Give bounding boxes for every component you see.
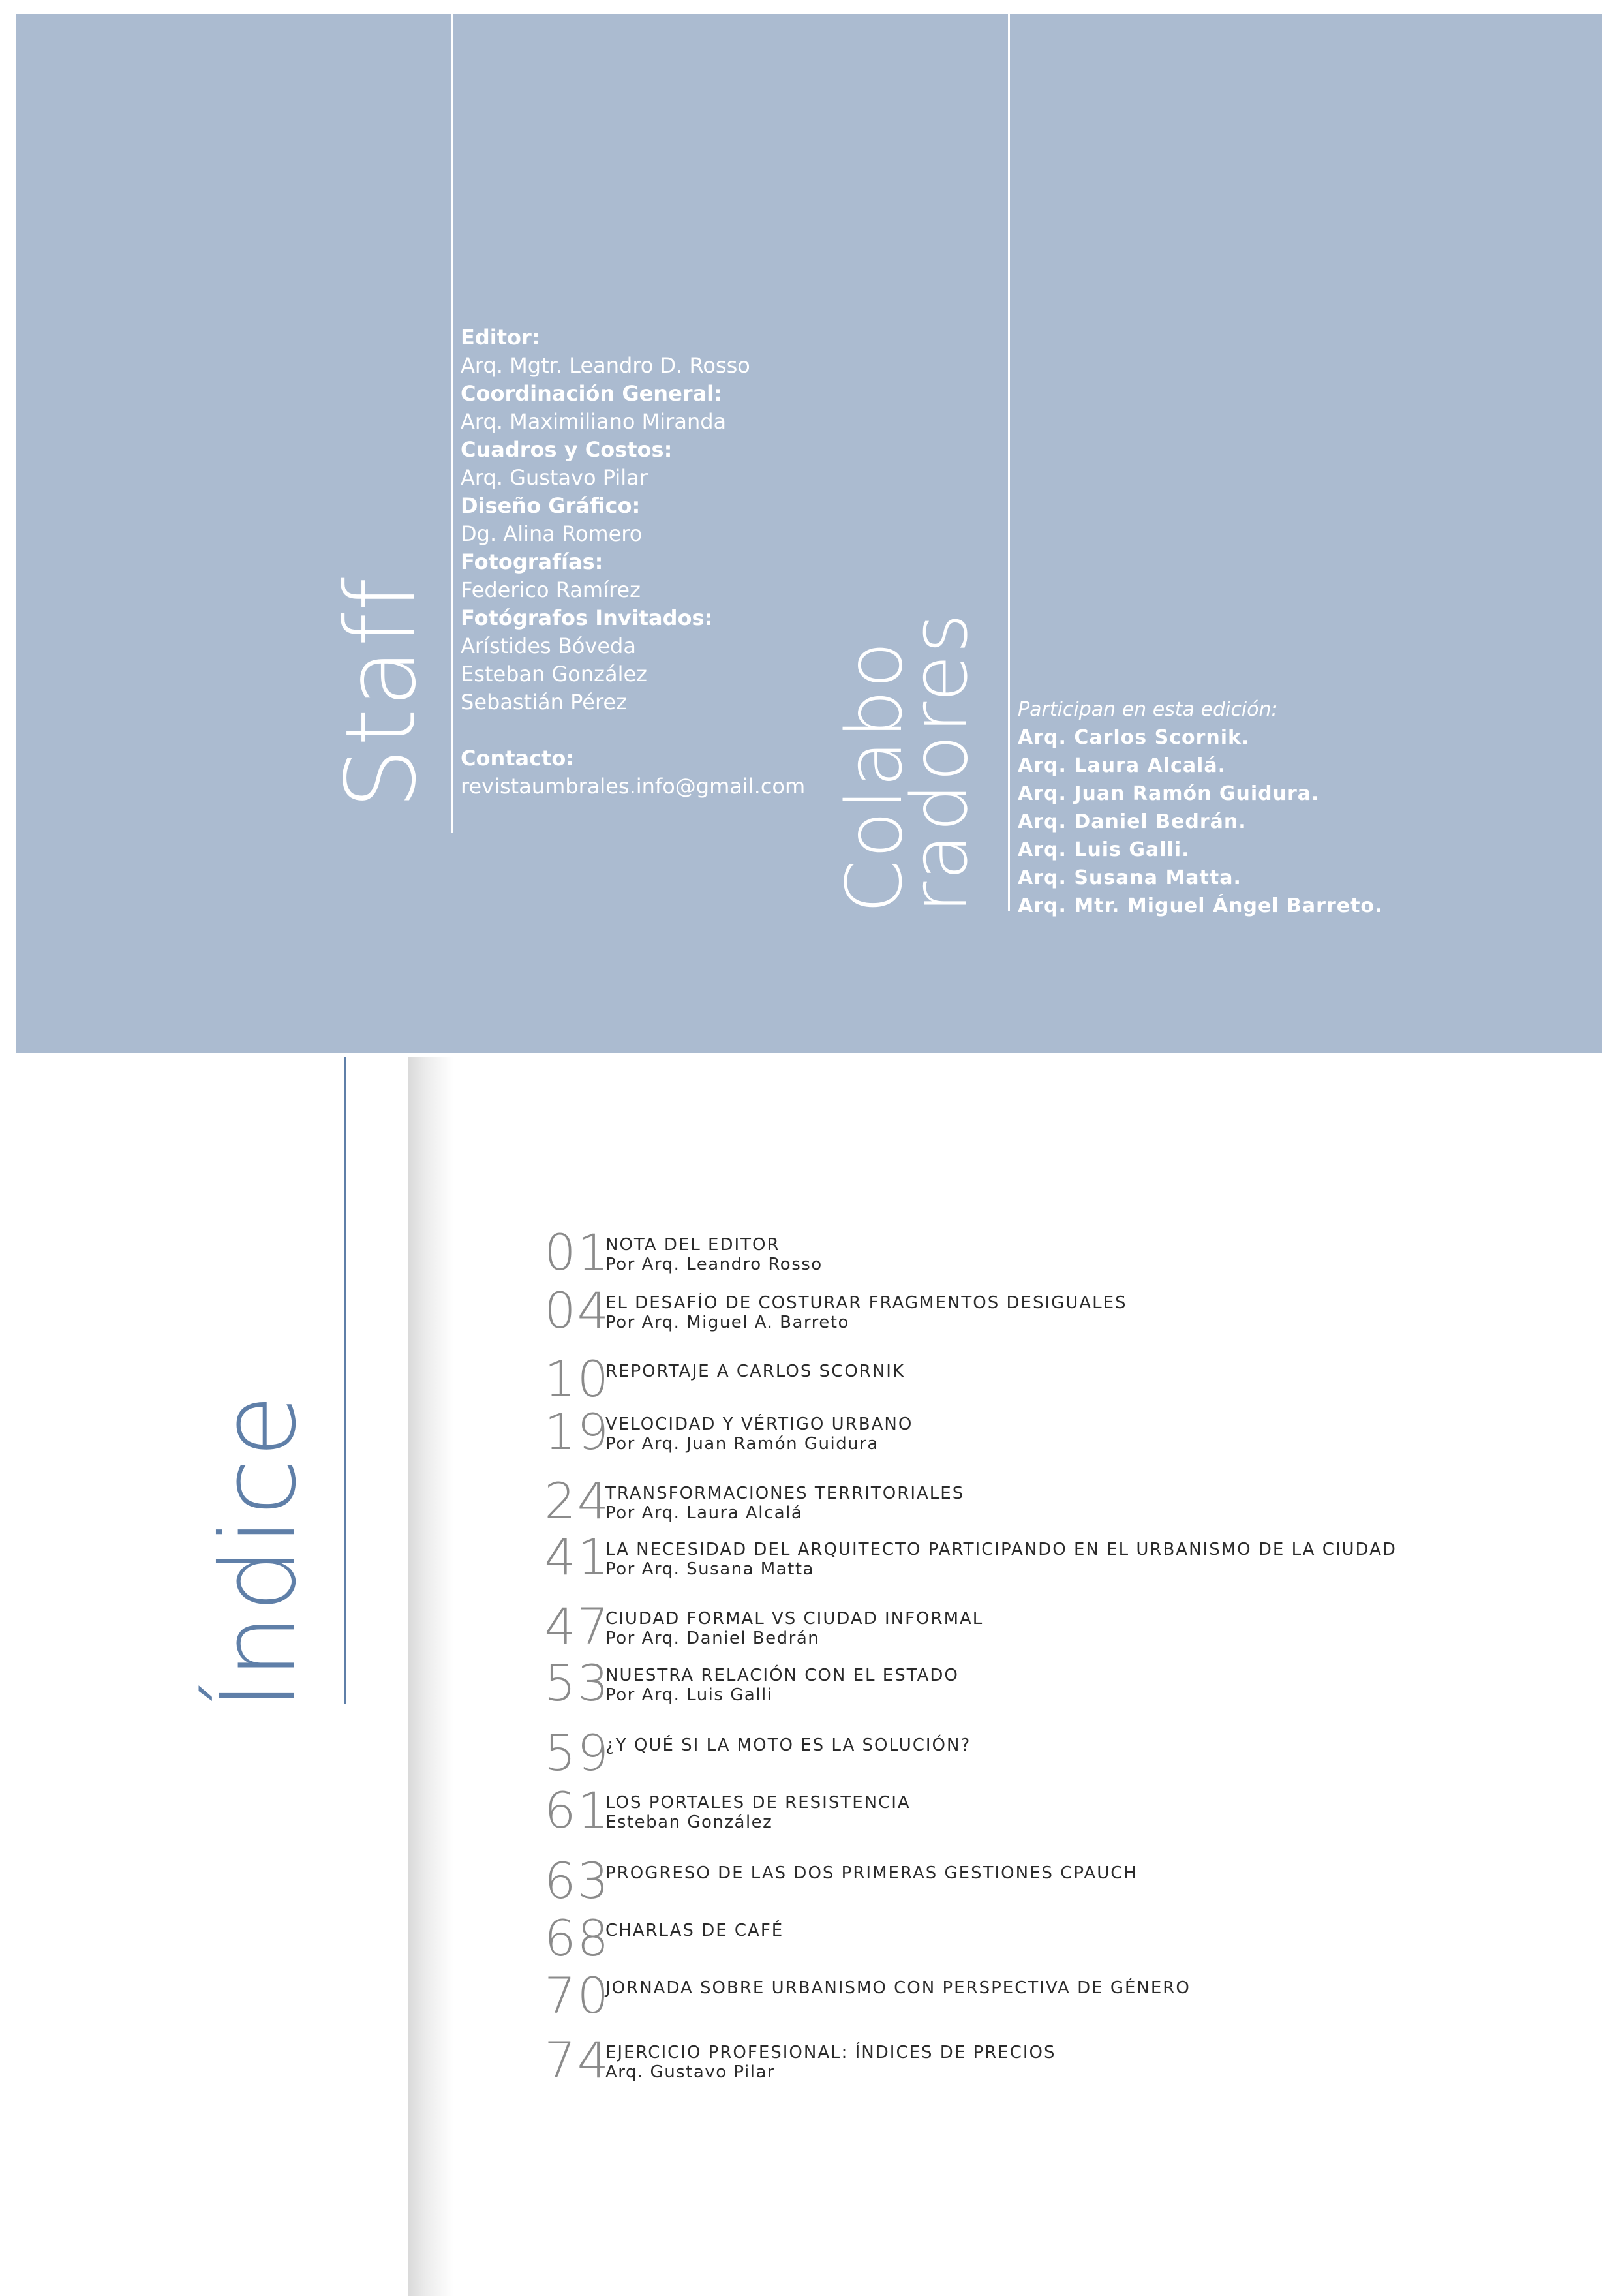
toc-entry[interactable] [496, 1528, 1474, 1599]
toc-title: CIUDAD FORMAL VS CIUDAD INFORMAL [605, 1609, 984, 1629]
toc-text [605, 1921, 784, 1940]
toc-page-number: 59 [544, 1724, 610, 1782]
colaborador-name: Arq. Luis Galli. [1018, 838, 1190, 861]
colaboradores-intro: Participan en esta edición: [1018, 698, 1278, 721]
colaborador-name: Arq. Carlos Scornik. [1018, 726, 1250, 749]
toc-author: Por Arq. Susana Matta [605, 1559, 814, 1579]
toc-title: TRANSFORMACIONES TERRITORIALES [605, 1484, 965, 1503]
toc-page-number: 10 [544, 1350, 610, 1408]
staff-list [461, 324, 805, 801]
toc-title: LOS PORTALES DE RESISTENCIA [605, 1793, 911, 1813]
staff-entry [461, 604, 805, 716]
toc-title: JORNADA SOBRE URBANISMO CON PERSPECTIVA DE GÉNERO [605, 1978, 1191, 1998]
toc-page-number: 47 [544, 1597, 610, 1655]
toc-entry[interactable] [496, 1472, 1474, 1542]
staff-role: Editor: [461, 325, 540, 350]
toc-entry[interactable] [496, 1852, 1474, 1922]
toc-page-number: 41 [544, 1528, 610, 1586]
toc-author: Por Arq. Miguel A. Barreto [605, 1313, 849, 1332]
indice-divider [344, 1057, 346, 1704]
staff-person: Federico Ramírez [461, 577, 641, 602]
staff-role: Diseño Gráfico: [461, 493, 641, 518]
toc-entry[interactable] [496, 1724, 1474, 1794]
toc-entry[interactable] [496, 1350, 1474, 1420]
toc-text [605, 1978, 1191, 1998]
toc-page-number: 24 [544, 1472, 610, 1530]
staff-entry [461, 436, 805, 492]
toc-entry[interactable] [496, 1281, 1474, 1352]
colaboradores-title-line1: Colabo [829, 640, 919, 913]
toc-title: EJERCICIO PROFESIONAL: ÍNDICES DE PRECIOS [605, 2043, 1056, 2062]
colaborador-name: Arq. Juan Ramón Guidura. [1018, 782, 1320, 805]
toc-title: ¿Y QUÉ SI LA MOTO ES LA SOLUCIÓN? [605, 1736, 971, 1755]
toc-title: EL DESAFÍO DE COSTURAR FRAGMENTOS DESIGUALES [605, 1293, 1127, 1313]
staff-divider-right [1008, 14, 1010, 911]
toc-entry[interactable] [496, 1781, 1474, 1852]
toc-text [605, 1293, 1127, 1332]
staff-entry [461, 548, 805, 604]
staff-person: Sebastián Pérez [461, 690, 627, 714]
staff-person: Arq. Maximiliano Miranda [461, 409, 727, 434]
toc-title: LA NECESIDAD DEL ARQUITECTO PARTICIPANDO EN EL URBANISMO DE LA CIUDAD [605, 1540, 1397, 1559]
staff-role: Fotografías: [461, 549, 603, 574]
toc-author: Esteban González [605, 1813, 773, 1832]
toc-entry[interactable] [496, 1403, 1474, 1473]
toc-page-number: 04 [544, 1281, 610, 1339]
toc-entry[interactable] [496, 1597, 1474, 1668]
toc-text [605, 1484, 964, 1523]
staff-person: Dg. Alina Romero [461, 521, 643, 546]
toc-author: Por Arq. Daniel Bedrán [605, 1629, 820, 1648]
toc-text [605, 1609, 983, 1648]
page-fold-shadow [408, 1057, 453, 2296]
indice-title: Índice [199, 1392, 319, 1711]
toc-text [605, 1362, 905, 1381]
staff-role: Fotógrafos Invitados: [461, 605, 713, 630]
toc-entry[interactable] [496, 1909, 1474, 1980]
toc-author: Por Arq. Laura Alcalá [605, 1503, 803, 1523]
staff-person: Esteban González [461, 662, 647, 686]
contact-email[interactable]: revistaumbrales.info@gmail.com [461, 774, 806, 799]
toc-text [605, 1415, 913, 1454]
staff-person: Arístides Bóveda [461, 634, 636, 658]
toc-entry[interactable] [496, 2031, 1474, 2102]
staff-person: Arq. Gustavo Pilar [461, 465, 648, 490]
staff-person: Arq. Mgtr. Leandro D. Rosso [461, 353, 750, 378]
toc-page-number: 63 [544, 1852, 610, 1910]
toc-author: Arq. Gustavo Pilar [605, 2062, 776, 2082]
staff-role: Coordinación General: [461, 381, 722, 406]
toc-text [605, 1793, 911, 1832]
colaboradores-list [1018, 696, 1382, 920]
toc-page-number: 74 [544, 2031, 610, 2089]
staff-entry [461, 492, 805, 548]
toc-author: Por Arq. Juan Ramón Guidura [605, 1434, 879, 1454]
contact-label: Contacto: [461, 746, 575, 771]
toc-text [605, 1666, 959, 1705]
colaboradores-title-line2: radores [894, 612, 984, 913]
colaborador-name: Arq. Mtr. Miguel Ángel Barreto. [1018, 895, 1383, 917]
toc-author: Por Arq. Luis Galli [605, 1685, 773, 1705]
colaborador-name: Arq. Laura Alcalá. [1018, 754, 1226, 777]
toc-title: NOTA DEL EDITOR [605, 1235, 780, 1255]
toc-page-number: 61 [544, 1781, 610, 1839]
toc-entry[interactable] [496, 1654, 1474, 1724]
toc-page-number: 19 [544, 1403, 610, 1461]
staff-entry [461, 380, 805, 436]
staff-title: Staff [325, 576, 437, 809]
toc-title: CHARLAS DE CAFÉ [605, 1921, 784, 1940]
toc-author: Por Arq. Leandro Rosso [605, 1255, 823, 1274]
toc-title: PROGRESO DE LAS DOS PRIMERAS GESTIONES CPAUCH [605, 1863, 1138, 1883]
toc-page-number: 70 [544, 1967, 610, 2025]
toc-text [605, 1863, 1138, 1883]
toc-title: NUESTRA RELACIÓN CON EL ESTADO [605, 1666, 959, 1685]
toc-page-number: 01 [544, 1223, 610, 1281]
colaborador-name: Arq. Susana Matta. [1018, 866, 1242, 889]
toc-text [605, 1736, 971, 1755]
toc-title: VELOCIDAD Y VÉRTIGO URBANO [605, 1415, 913, 1434]
toc-text [605, 1235, 823, 1274]
toc-page-number: 53 [544, 1654, 610, 1712]
toc-entry[interactable] [496, 1223, 1474, 1294]
colaboradores-title [829, 612, 984, 913]
staff-entry [461, 324, 805, 380]
toc-page-number: 68 [544, 1909, 610, 1967]
colaborador-name: Arq. Daniel Bedrán. [1018, 810, 1247, 833]
staff-divider-left [451, 14, 453, 833]
staff-role: Cuadros y Costos: [461, 437, 673, 462]
toc-text [605, 2043, 1056, 2082]
toc-entry[interactable] [496, 1967, 1474, 2037]
toc-title: REPORTAJE A CARLOS SCORNIK [605, 1362, 906, 1381]
spacer [461, 716, 805, 744]
toc-text [605, 1540, 1397, 1579]
